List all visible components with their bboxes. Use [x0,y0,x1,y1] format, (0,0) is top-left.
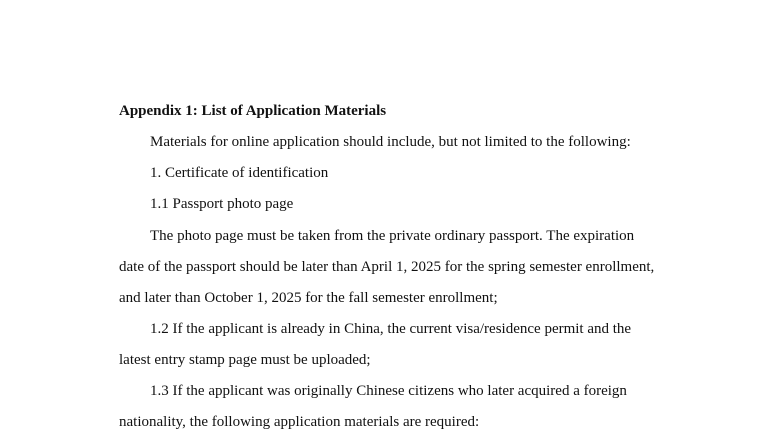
item-1-1-title: 1.1 Passport photo page [150,196,294,212]
item-1-2-line-1: 1.2 If the applicant is already in China, the current visa/residence permit and the [150,321,632,337]
item-1-3-line-2: nationality, the following application materials are required: [119,414,480,430]
item-1-2-line-2: latest entry stamp page must be uploaded; [119,352,371,368]
photo-page-paragraph-line-2: date of the passport should be later than April 1, 2025 for the spring semester enrollment, [119,259,655,275]
item-1-3-line-1: 1.3 If the applicant was originally Chinese citizens who later acquired a foreign [150,383,627,399]
photo-page-paragraph-line-1: The photo page must be taken from the private ordinary passport. The expiration [150,228,635,244]
appendix-heading: Appendix 1: List of Application Materials [119,103,387,119]
intro-paragraph: Materials for online application should include, but not limited to the following: [150,134,631,150]
photo-page-paragraph-line-3: and later than October 1, 2025 for the fall semester enrollment; [119,290,498,306]
item-1-title: 1. Certificate of identification [150,165,329,181]
